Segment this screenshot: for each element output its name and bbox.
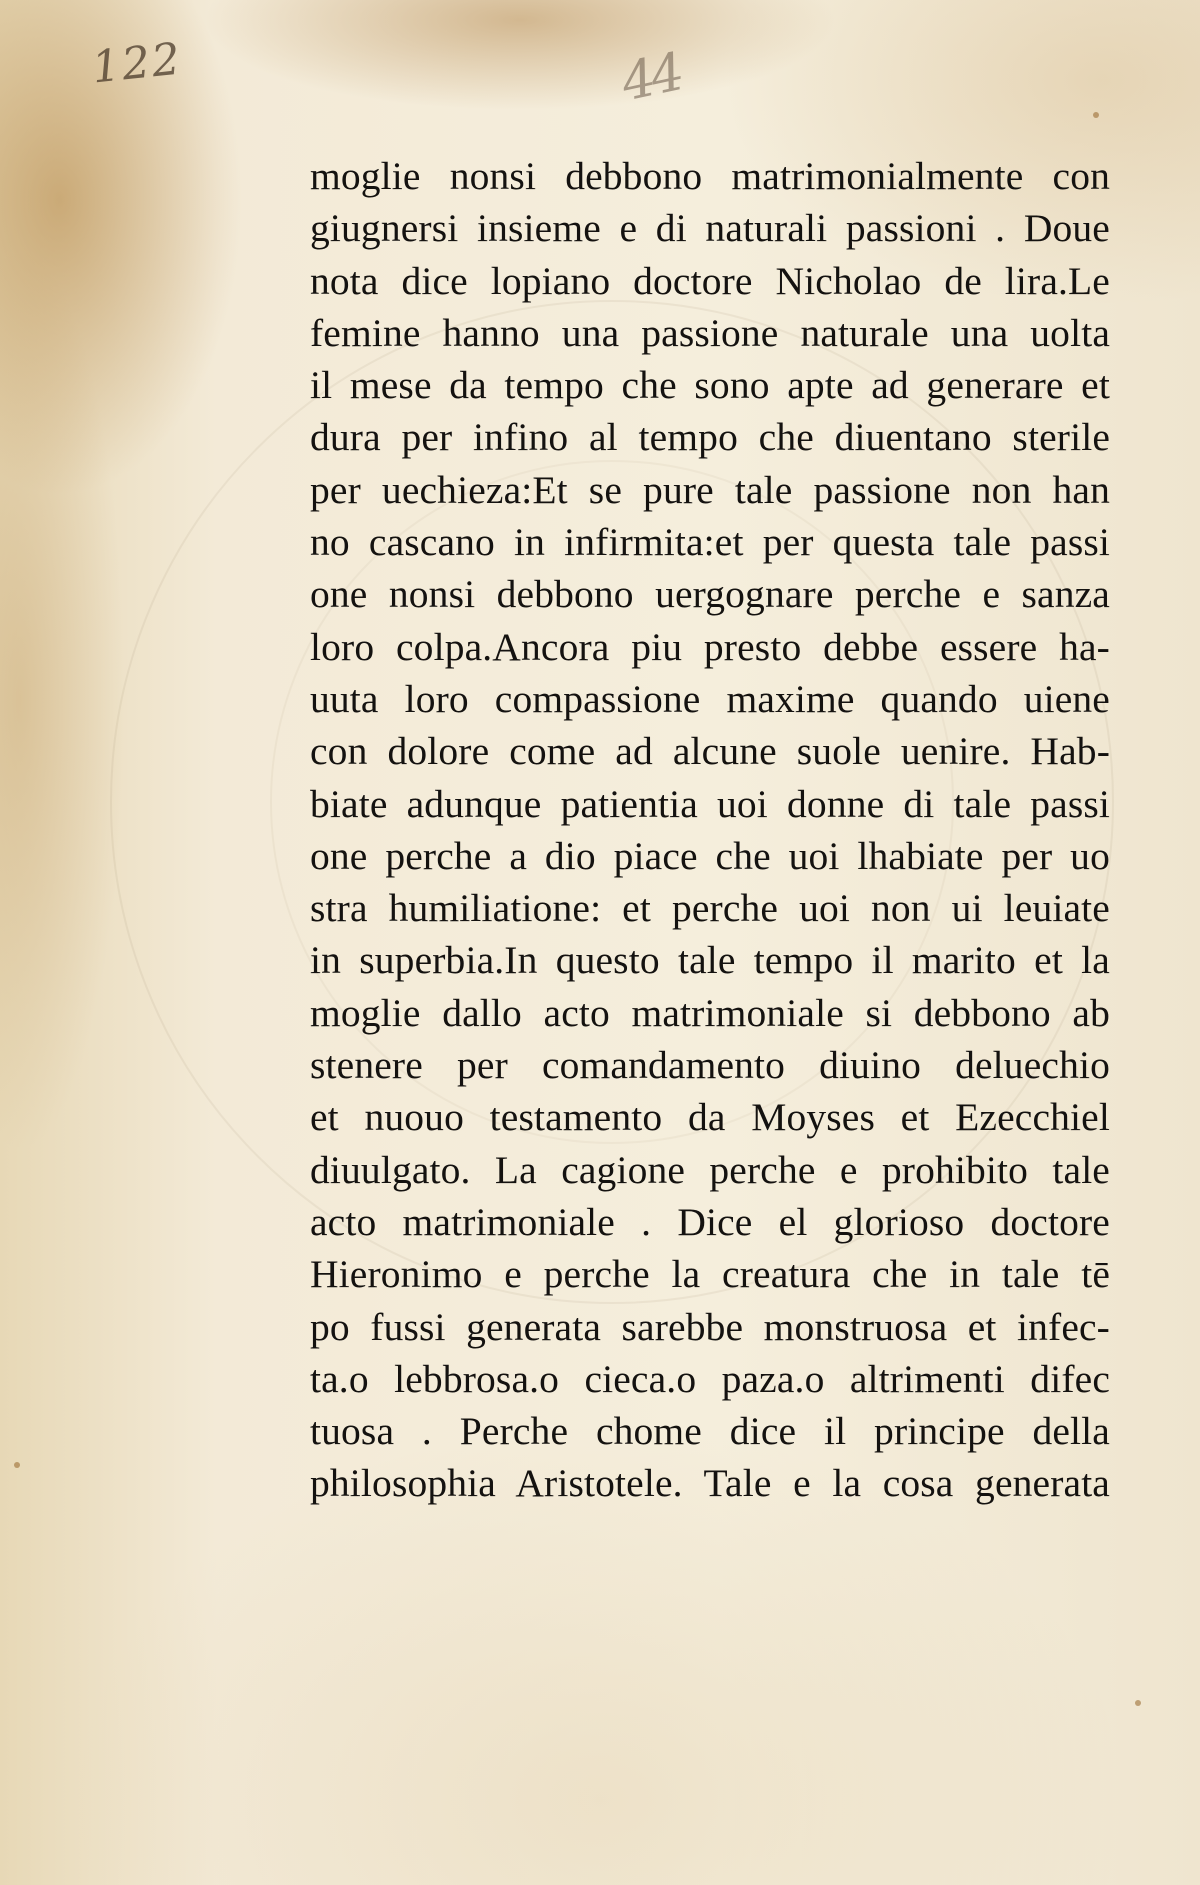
- text-line: con dolore come ad alcune suole uenire. Hab-: [310, 729, 1110, 774]
- text-line: stenere per comandamento diuino deluechio: [310, 1043, 1110, 1088]
- text-line: nota dice lopiano doctore Nicholao de lira.Le: [310, 258, 1110, 303]
- text-line: giugnersi insieme e di naturali passioni . Doue: [310, 206, 1110, 251]
- text-line: philosophia Aristotele. Tale e la cosa generata: [310, 1461, 1110, 1506]
- text-line: loro colpa.Ancora piu presto debbe essere ha-: [310, 624, 1110, 669]
- text-line: ta.o lebbrosa.o cieca.o paza.o altrimenti difec: [310, 1356, 1110, 1401]
- text-line: no cascano in infirmita:et per questa tale passi: [310, 520, 1110, 565]
- text-line: moglie nonsi debbono matrimonialmente con: [310, 154, 1110, 198]
- text-line: diuulgato. La cagione perche e prohibito tale: [310, 1147, 1110, 1192]
- signature-mark: 44: [616, 42, 686, 114]
- text-line: uuta loro compassione maxime quando uiene: [310, 676, 1110, 721]
- text-line: acto matrimoniale . Dice el glorioso doctore: [310, 1199, 1110, 1244]
- text-line: biate adunque patientia uoi donne di tale passi: [310, 781, 1110, 826]
- body-text: [310, 150, 1110, 1510]
- text-line: femine hanno una passione naturale una uolta: [310, 310, 1110, 355]
- text-line: tuosa . Perche chome dice il principe della: [310, 1409, 1110, 1454]
- text-line: moglie dallo acto matrimoniale si debbono ab: [310, 990, 1110, 1035]
- text-line: in superbia.In questo tale tempo il marito et la: [310, 938, 1110, 983]
- text-line: po fussi generata sarebbe monstruosa et infec-: [310, 1304, 1110, 1349]
- text-line: il mese da tempo che sono apte ad generare et: [310, 363, 1110, 408]
- folio-number: 122: [89, 33, 185, 94]
- text-line: et nuouo testamento da Moyses et Ezecchiel: [310, 1095, 1110, 1140]
- foxing-spot: [14, 1462, 20, 1468]
- text-line: one nonsi debbono uergognare perche e sanza: [310, 572, 1110, 617]
- text-line: Hieronimo e perche la creatura che in tale tē: [310, 1252, 1110, 1297]
- text-line: per uechieza:Et se pure tale passione non han: [310, 467, 1110, 512]
- foxing-spot: [1135, 1700, 1141, 1706]
- foxing-spot: [1093, 112, 1099, 118]
- text-line: stra humiliatione: et perche uoi non ui leuiate: [310, 886, 1110, 931]
- text-line: one perche a dio piace che uoi lhabiate per uo: [310, 833, 1110, 878]
- text-line: dura per infino al tempo che diuentano sterile: [310, 415, 1110, 460]
